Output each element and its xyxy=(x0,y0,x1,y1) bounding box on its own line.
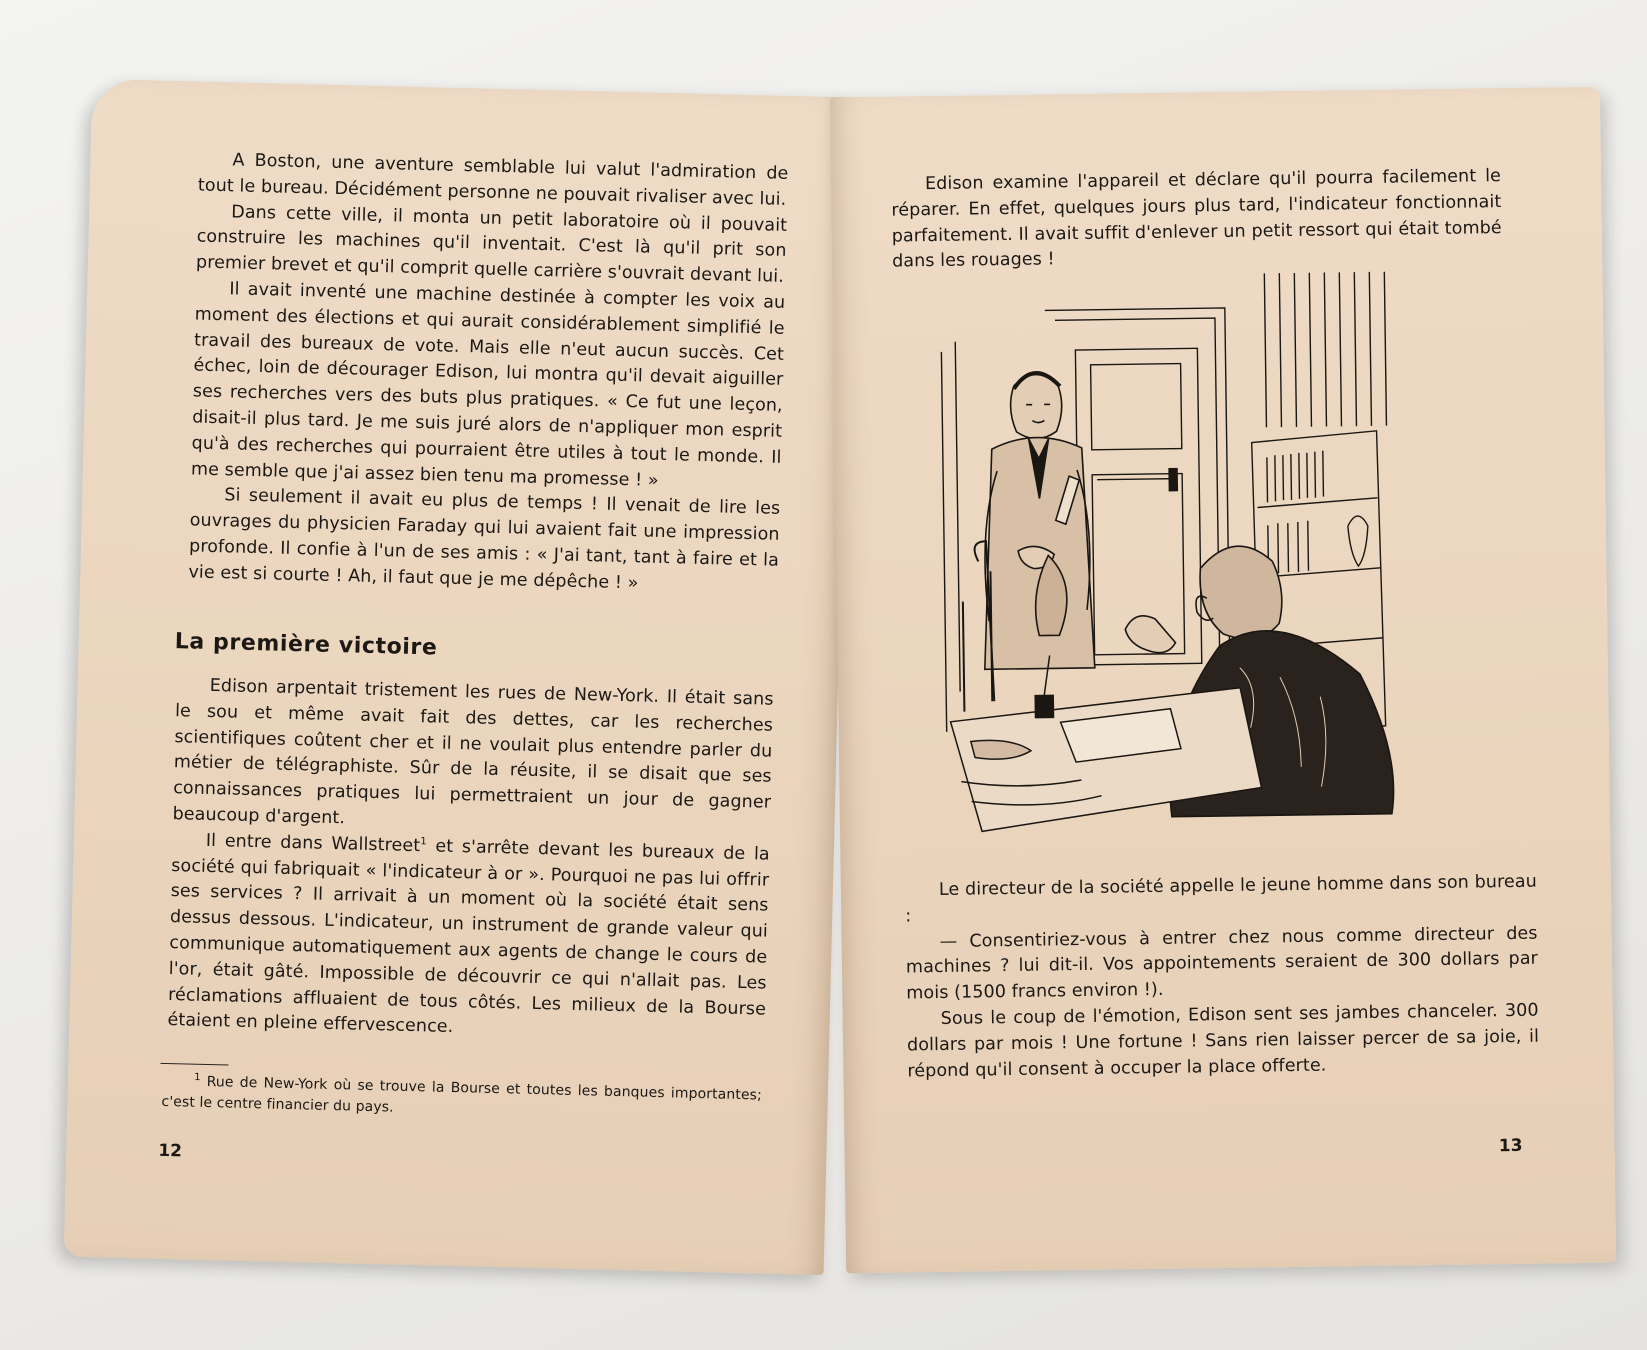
paragraph: — Consentiriez-vous à entrer chez nous comme directeur des machines ? lui dit-il. Vos appointements seraient de 300 dollars par mois (1500 francs environ !). xyxy=(905,923,1539,1004)
footnote xyxy=(161,1071,762,1128)
section-heading: La première victoire xyxy=(174,629,438,661)
left-page-text-column xyxy=(188,148,789,601)
right-page-top-text xyxy=(891,164,1502,276)
paragraph: Si seulement il avait eu plus de temps ! Il venait de lire les ouvrages du physicien Faraday qui lui avaient fait une impression profonde. Il confie à l'un de ses amis : « J'ai tant, tant à faire et la vie est si courte ! Ah, il faut que je me dépêche ! » xyxy=(188,485,781,594)
footnote-reference: 1 xyxy=(420,836,427,848)
paragraph-text-end: et s'arrête devant les bureaux de la société qui fabriquait « l'indicateur à or ». Pourquoi ne pas lui offrir ses services ? Il arrivait à un moment où la société était sens dessus dessous. L'indicateur, un instrument de grande valeur qui communique automatiquement aux agents de change le cours de l'or, était gâté. Impossible de découvrir ce qui n'allait pas. Les réclamations affluaient de tous côtés. Les milieux de la Bourse étaient en pleine effervescence. xyxy=(167,836,771,1038)
paragraph: Edison arpentait tristement les rues de New-York. Il était sans le sou et même avait fait des dettes, car les recherches scientifiques coûtent cher et il ne voulait plus entendre parler du métier de télégraphiste. Sûr de la réusite, il se disait que ses connaissances pratiques lui permettraient un jour de gagner beaucoup d'argent. xyxy=(172,675,774,829)
paragraph-with-footnote-ref xyxy=(167,828,770,1049)
footnote-text: Rue de New-York où se trouve la Bourse et toutes les banques importantes; c'est le centre financier du pays. xyxy=(161,1073,763,1116)
left-page xyxy=(64,79,853,1275)
paragraph: Edison examine l'appareil et déclare qu'il pourra facilement le réparer. En effet, quelques jours plus tard, l'indicateur fonctionnait parfaitement. Il avait suffit d'enlever un petit ressort qui était tombé dans les rouages ! xyxy=(891,166,1502,272)
paragraph: A Boston, une aventure semblable lui valut l'admiration de tout le bureau. Décidément personne ne pouvait rivaliser avec lui. xyxy=(197,150,789,210)
illustration-edison-meeting-director xyxy=(934,265,1412,842)
paragraph-text-start: Il entre dans Wallstreet xyxy=(205,830,421,856)
page-number: 13 xyxy=(1498,1135,1523,1157)
page-number: 12 xyxy=(158,1140,183,1162)
section-text-column xyxy=(167,673,774,1049)
paragraph: Il avait inventé une machine destinée à compter les voix au moment des élections et qui aurait considérablement simplifié le travail des bureaux de vote. Mais elle n'eut aucun succès. Cet échec, loin de décourager Edison, lui montra qu'il devait aiguiller ses recherches vers des buts plus pratiques. « Ce fut une leçon, disait-il plus tard. Je me suis juré alors de n'appliquer mon esprit qu'à des recherches qui pourraient être utiles à tout le monde. Il me semble que j'ai assez bien tenu ma promesse ! » xyxy=(190,279,786,491)
paragraph: Sous le coup de l'émotion, Edison sent ses jambes chanceler. 300 dollars par mois ! Une fortune ! Sans rien laisser percer de sa joie, il répond qu'il consent à occuper la place offerte. xyxy=(906,1000,1540,1082)
right-page xyxy=(830,87,1616,1274)
standing-man xyxy=(981,372,1095,669)
footnote-rule xyxy=(160,1063,228,1066)
paragraph: Le directeur de la société appelle le jeune homme dans son bureau : xyxy=(905,871,1537,927)
footnote-marker: 1 xyxy=(194,1072,201,1084)
paragraph: Dans cette ville, il monta un petit laboratoire où il pouvait construire les machines qu'il inventait. C'est là qu'il prit son premier brevet et qu'il comprit quelle carrière s'ouvrait devant lui. xyxy=(195,201,788,288)
right-page-bottom-text xyxy=(905,870,1540,1085)
